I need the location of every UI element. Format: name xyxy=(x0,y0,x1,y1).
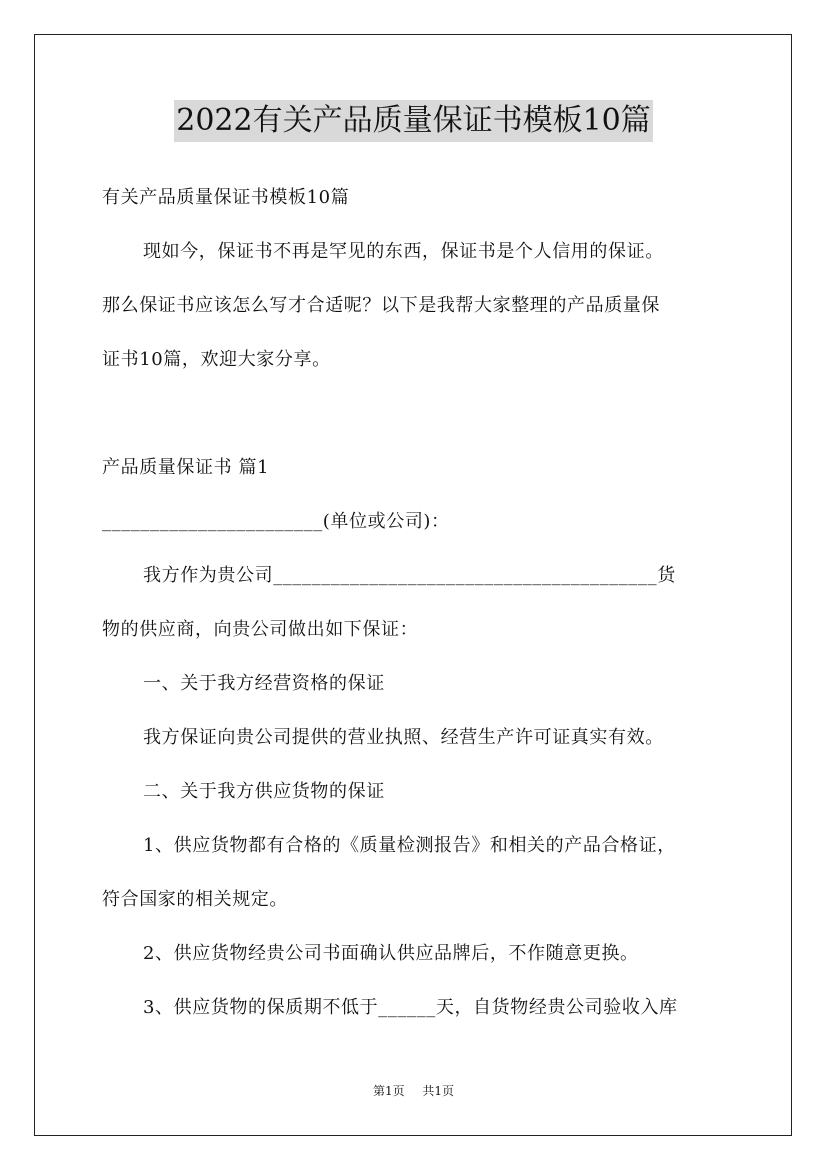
clause-heading: 一、关于我方经营资格的保证 xyxy=(143,673,385,694)
body-line: 3、供应货物的保质期不低于______天，自货物经贵公司验收入库 xyxy=(143,997,678,1018)
document-title: 2022有关产品质量保证书模板10篇 xyxy=(174,100,653,142)
body-line: 现如今，保证书不再是罕见的东西，保证书是个人信用的保证。 xyxy=(143,241,664,262)
clause-heading: 二、关于我方供应货物的保证 xyxy=(143,781,385,802)
body-line: 证书10篇，欢迎大家分享。 xyxy=(102,349,331,370)
addressee-line: _______________________(单位或公司)： xyxy=(102,511,450,532)
page-footer xyxy=(0,1082,827,1099)
subtitle-line: 有关产品质量保证书模板10篇 xyxy=(102,187,350,208)
section-heading: 产品质量保证书 篇1 xyxy=(102,457,270,478)
body-line: 那么保证书应该怎么写才合适呢？以下是我帮大家整理的产品质量保 xyxy=(102,295,660,316)
page-total: 共1页 xyxy=(422,1084,454,1098)
body-line: 我方保证向贵公司提供的营业执照、经营生产许可证真实有效。 xyxy=(143,727,664,748)
title-container xyxy=(0,100,827,142)
body-line: 我方作为贵公司________________________________________货 xyxy=(143,565,676,586)
body-line: 1、供应货物都有合格的《质量检测报告》和相关的产品合格证， xyxy=(143,835,676,856)
page-number: 第1页 xyxy=(373,1084,405,1098)
body-line: 2、供应货物经贵公司书面确认供应品牌后，不作随意更换。 xyxy=(143,943,639,964)
body-line: 物的供应商，向贵公司做出如下保证： xyxy=(102,619,419,640)
body-line: 符合国家的相关规定。 xyxy=(102,889,288,910)
